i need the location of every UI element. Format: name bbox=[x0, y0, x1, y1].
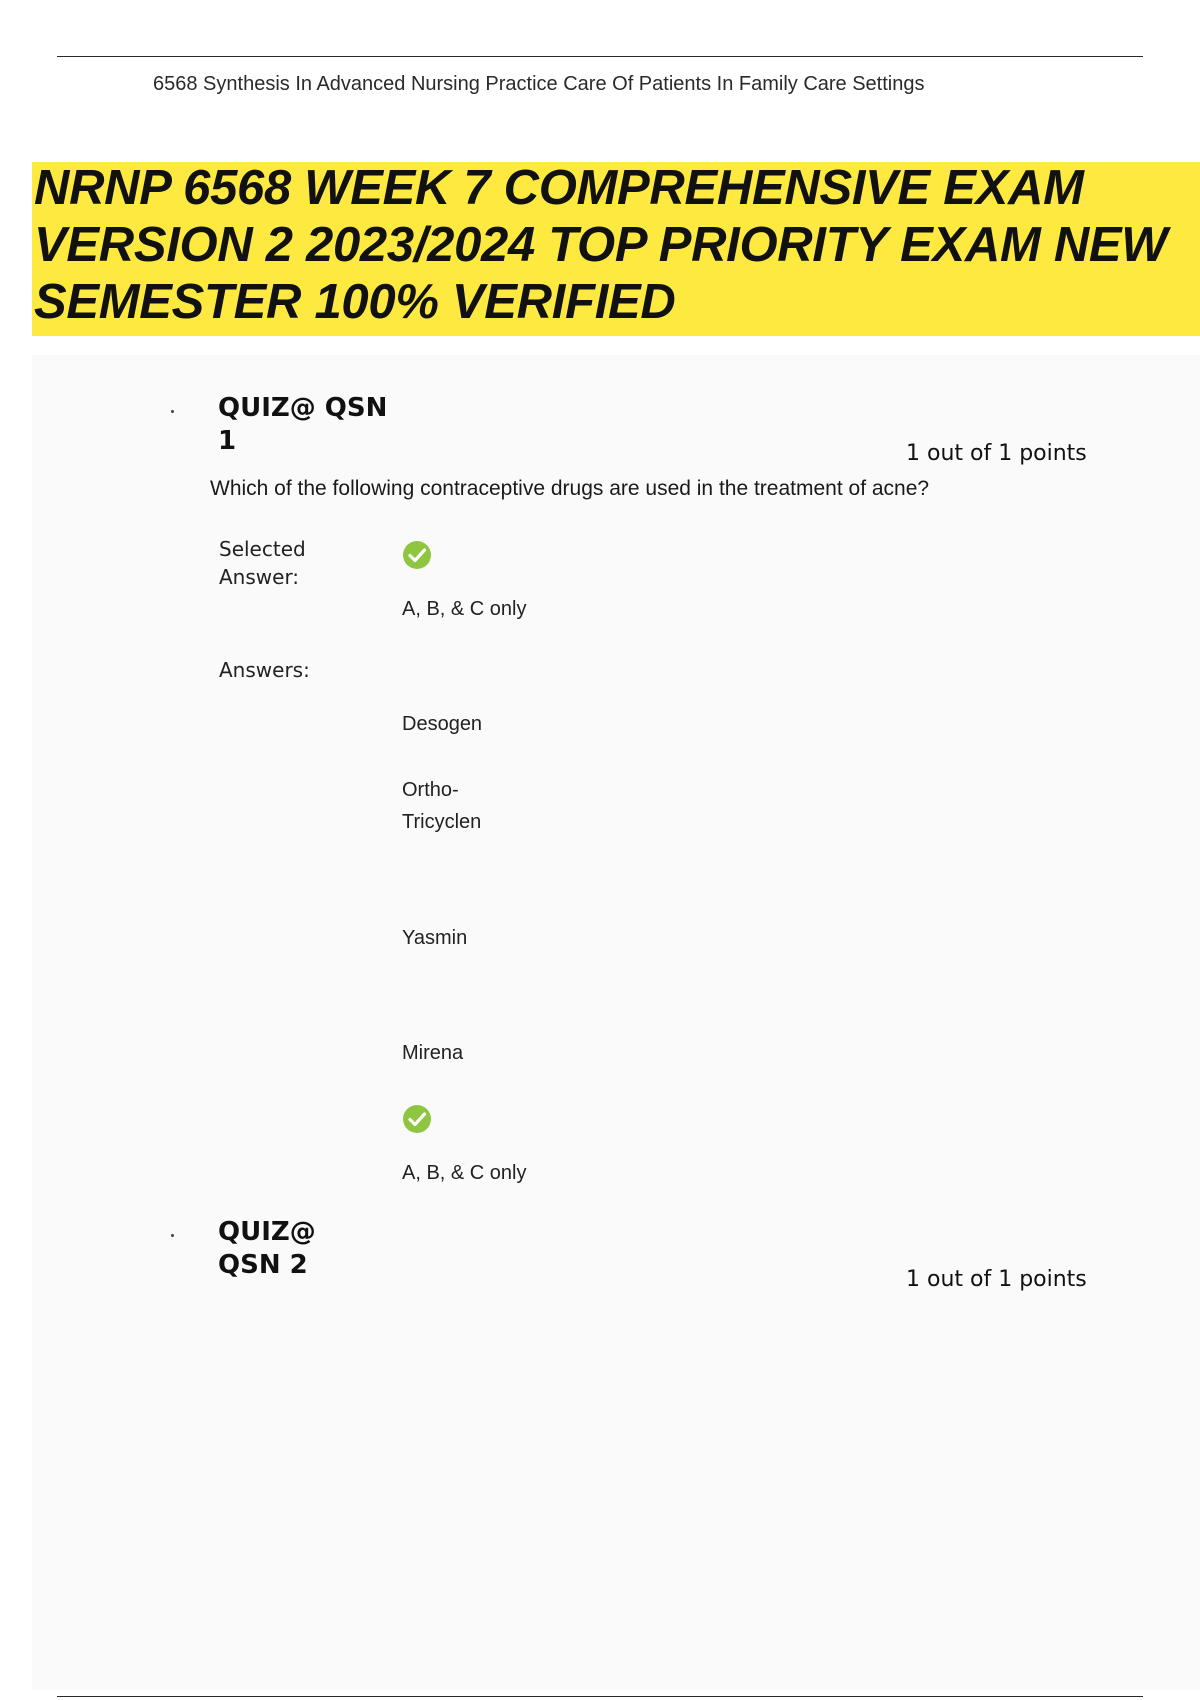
document-title bbox=[34, 160, 1194, 331]
question-2-label-line-2: QSN 2 bbox=[218, 1250, 308, 1280]
selected-answer-label bbox=[219, 535, 306, 591]
selected-answer-label-line-2: Answer: bbox=[219, 565, 300, 589]
check-circle-icon bbox=[402, 540, 432, 570]
question-bullet bbox=[171, 410, 174, 413]
question-2-label bbox=[218, 1216, 316, 1282]
selected-answer-label-line-1: Selected bbox=[219, 537, 306, 561]
header-rule bbox=[57, 56, 1143, 57]
question-1-label-line-1: QUIZ@ QSN bbox=[218, 393, 388, 423]
title-line-3: SEMESTER 100% VERIFIED bbox=[34, 275, 676, 329]
answer-option: Yasmin bbox=[402, 927, 468, 949]
quiz-panel bbox=[32, 355, 1200, 1690]
running-header: 6568 Synthesis In Advanced Nursing Practice Care Of Patients In Family Care Settings bbox=[153, 73, 925, 95]
question-1-points: 1 out of 1 points bbox=[906, 441, 1087, 466]
answer-option: Desogen bbox=[402, 713, 483, 735]
answer-option-line-1: Ortho- bbox=[402, 779, 459, 801]
title-line-2: VERSION 2 2023/2024 TOP PRIORITY EXAM NEW bbox=[34, 218, 1168, 272]
question-1-text: Which of the following contraceptive drugs are used in the treatment of acne? bbox=[210, 477, 930, 500]
question-bullet bbox=[171, 1234, 174, 1237]
selected-answer-value: A, B, & C only bbox=[402, 598, 527, 620]
question-2-label-line-1: QUIZ@ bbox=[218, 1217, 316, 1247]
question-1-label-line-2: 1 bbox=[218, 426, 237, 456]
answer-option-line-2: Tricyclen bbox=[402, 811, 482, 833]
answer-option bbox=[402, 774, 481, 838]
correct-answer-option: A, B, & C only bbox=[402, 1162, 527, 1184]
answer-option: Mirena bbox=[402, 1042, 464, 1064]
footer-rule bbox=[57, 1696, 1143, 1697]
question-2-points: 1 out of 1 points bbox=[906, 1267, 1087, 1292]
check-circle-icon bbox=[402, 1104, 432, 1134]
question-1-label bbox=[218, 392, 387, 458]
title-line-1: NRNP 6568 WEEK 7 COMPREHENSIVE EXAM bbox=[34, 161, 1084, 215]
answers-label: Answers: bbox=[219, 658, 310, 682]
